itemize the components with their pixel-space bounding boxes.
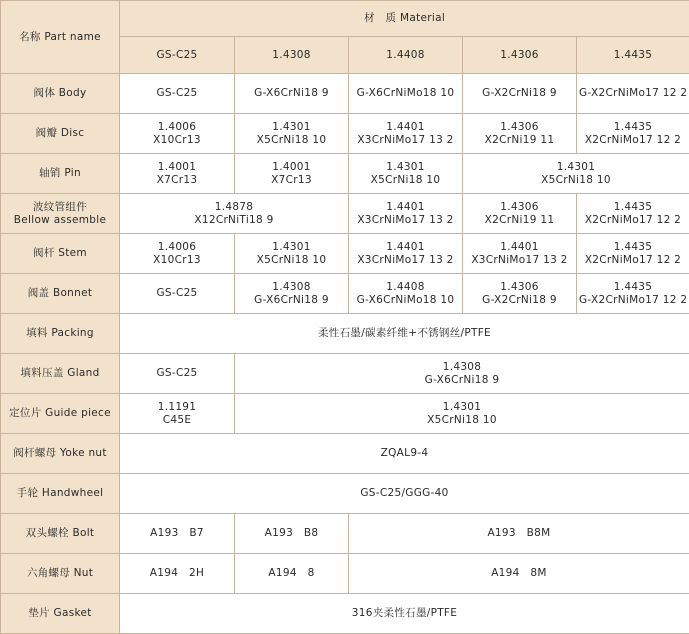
table-row bbox=[1, 314, 689, 354]
material-cell bbox=[120, 354, 235, 394]
material-cell bbox=[235, 274, 349, 314]
grade-header: GS-C25 bbox=[120, 37, 235, 74]
table-row bbox=[1, 274, 689, 314]
material-text: G-X2CrNiMo17 12 2 bbox=[579, 294, 687, 307]
table-row bbox=[1, 74, 689, 114]
table-row bbox=[1, 354, 689, 394]
material-cell bbox=[120, 194, 349, 234]
material-text: A194 8M bbox=[351, 567, 687, 580]
material-text: 1.4435 bbox=[579, 201, 687, 214]
material-text: GS-C25 bbox=[122, 367, 232, 380]
material-cell bbox=[235, 354, 689, 394]
material-text: G-X2CrNi18 9 bbox=[465, 87, 574, 100]
table-row bbox=[1, 394, 689, 434]
material-cell bbox=[463, 234, 577, 274]
material-cell bbox=[120, 554, 235, 594]
table-row bbox=[1, 234, 689, 274]
material-text: C45E bbox=[122, 414, 232, 427]
material-cell bbox=[235, 394, 689, 434]
material-text: G-X6CrNi18 9 bbox=[237, 87, 346, 100]
material-text: 1.4301 bbox=[237, 401, 687, 414]
table-row bbox=[1, 474, 689, 514]
material-text: A193 B7 bbox=[122, 527, 232, 540]
material-text: 1.4401 bbox=[351, 241, 460, 254]
table-row bbox=[1, 514, 689, 554]
material-cell bbox=[577, 274, 689, 314]
material-cell bbox=[120, 594, 689, 634]
material-text: 1.4308 bbox=[237, 281, 346, 294]
material-cell bbox=[120, 114, 235, 154]
material-text: 1.4401 bbox=[465, 241, 574, 254]
material-text: GS-C25 bbox=[122, 287, 232, 300]
material-cell bbox=[235, 554, 349, 594]
material-text: X2CrNi19 11 bbox=[465, 134, 574, 147]
material-text: X2CrNi19 11 bbox=[465, 214, 574, 227]
material-cell bbox=[577, 74, 689, 114]
material-text: 1.4306 bbox=[465, 201, 574, 214]
material-text: X12CrNiTi18 9 bbox=[122, 214, 346, 227]
material-cell bbox=[463, 274, 577, 314]
material-text: X10Cr13 bbox=[122, 134, 232, 147]
grade-header: 1.4308 bbox=[235, 37, 349, 74]
table-row bbox=[1, 594, 689, 634]
material-text: 316夹柔性石墨/PTFE bbox=[122, 607, 687, 620]
material-cell bbox=[349, 154, 463, 194]
material-cell bbox=[577, 234, 689, 274]
table-row bbox=[1, 114, 689, 154]
material-cell bbox=[463, 194, 577, 234]
material-cell bbox=[120, 74, 235, 114]
material-cell bbox=[120, 434, 689, 474]
part-name-header: 名称 Part name bbox=[1, 1, 120, 74]
material-text: X5CrNi18 10 bbox=[465, 174, 687, 187]
material-text: Bellow assemble bbox=[3, 214, 117, 227]
material-text: 1.4435 bbox=[579, 281, 687, 294]
material-cell bbox=[349, 554, 689, 594]
material-text: X2CrNiMo17 12 2 bbox=[579, 134, 687, 147]
row-label-packing: 填料 Packing bbox=[1, 314, 120, 354]
material-text: X5CrNi18 10 bbox=[237, 134, 346, 147]
material-cell bbox=[120, 474, 689, 514]
material-text: X3CrNiMo17 13 2 bbox=[465, 254, 574, 267]
material-cell bbox=[120, 514, 235, 554]
material-cell bbox=[235, 74, 349, 114]
material-text: A193 B8M bbox=[351, 527, 687, 540]
grade-header: 1.4435 bbox=[577, 37, 689, 74]
material-header: 材 质 Material bbox=[120, 1, 689, 37]
material-text: 1.4401 bbox=[351, 201, 460, 214]
material-text: 柔性石墨/碳素纤维+不锈钢丝/PTFE bbox=[122, 327, 687, 340]
row-label-body: 阀体 Body bbox=[1, 74, 120, 114]
material-cell bbox=[349, 114, 463, 154]
material-text: G-X6CrNiMo18 10 bbox=[351, 87, 460, 100]
material-text: GS-C25 bbox=[122, 87, 232, 100]
material-text: X3CrNiMo17 13 2 bbox=[351, 134, 460, 147]
material-text: 1.4408 bbox=[351, 281, 460, 294]
material-text: G-X6CrNi18 9 bbox=[237, 294, 346, 307]
row-label-bellow-assemble bbox=[1, 194, 120, 234]
material-cell bbox=[120, 274, 235, 314]
row-label-nut: 六角螺母 Nut bbox=[1, 554, 120, 594]
material-cell bbox=[235, 234, 349, 274]
row-label-handwheel: 手轮 Handwheel bbox=[1, 474, 120, 514]
material-cell bbox=[577, 194, 689, 234]
material-cell bbox=[463, 74, 577, 114]
material-cell bbox=[577, 114, 689, 154]
row-label-bolt: 双头螺栓 Bolt bbox=[1, 514, 120, 554]
row-label-stem: 阀杆 Stem bbox=[1, 234, 120, 274]
material-text: A194 2H bbox=[122, 567, 232, 580]
material-text: G-X2CrNiMo17 12 2 bbox=[579, 87, 687, 100]
material-text: X2CrNiMo17 12 2 bbox=[579, 254, 687, 267]
material-cell bbox=[120, 154, 235, 194]
row-label-pin: 轴销 Pin bbox=[1, 154, 120, 194]
material-text: X7Cr13 bbox=[237, 174, 346, 187]
row-label-gasket: 垫片 Gasket bbox=[1, 594, 120, 634]
row-label-yoke-nut: 阀杆螺母 Yoke nut bbox=[1, 434, 120, 474]
row-label-gland: 填料压盖 Gland bbox=[1, 354, 120, 394]
table-row bbox=[1, 554, 689, 594]
material-text: 1.4301 bbox=[237, 121, 346, 134]
material-text: 1.4306 bbox=[465, 281, 574, 294]
material-text: A194 8 bbox=[237, 567, 346, 580]
material-text: X7Cr13 bbox=[122, 174, 232, 187]
table-row bbox=[1, 434, 689, 474]
material-text: G-X6CrNi18 9 bbox=[237, 374, 687, 387]
material-cell bbox=[349, 194, 463, 234]
material-cell bbox=[235, 114, 349, 154]
material-text: 1.4435 bbox=[579, 121, 687, 134]
row-label-bonnet: 阀盖 Bonnet bbox=[1, 274, 120, 314]
material-text: G-X2CrNi18 9 bbox=[465, 294, 574, 307]
material-text: 1.4006 bbox=[122, 241, 232, 254]
material-text: 1.4301 bbox=[351, 161, 460, 174]
material-text: 1.4878 bbox=[122, 201, 346, 214]
grade-header: 1.4408 bbox=[349, 37, 463, 74]
material-text: X3CrNiMo17 13 2 bbox=[351, 214, 460, 227]
material-cell bbox=[120, 234, 235, 274]
material-cell bbox=[120, 314, 689, 354]
material-text: X3CrNiMo17 13 2 bbox=[351, 254, 460, 267]
table-row bbox=[1, 154, 689, 194]
material-cell bbox=[235, 514, 349, 554]
row-label-guide-piece: 定位片 Guide piece bbox=[1, 394, 120, 434]
material-text: 1.1191 bbox=[122, 401, 232, 414]
material-text: 1.4301 bbox=[465, 161, 687, 174]
material-cell bbox=[463, 114, 577, 154]
material-text: ZQAL9-4 bbox=[122, 447, 687, 460]
row-label-disc: 阀瓣 Disc bbox=[1, 114, 120, 154]
material-text: GS-C25/GGG-40 bbox=[122, 487, 687, 500]
material-text: 1.4306 bbox=[465, 121, 574, 134]
table-row bbox=[1, 194, 689, 234]
material-text: X2CrNiMo17 12 2 bbox=[579, 214, 687, 227]
material-text: 1.4308 bbox=[237, 361, 687, 374]
material-cell bbox=[235, 154, 349, 194]
material-cell bbox=[463, 154, 689, 194]
material-text: 1.4401 bbox=[351, 121, 460, 134]
material-text: G-X6CrNiMo18 10 bbox=[351, 294, 460, 307]
material-text: 1.4301 bbox=[237, 241, 346, 254]
grade-header: 1.4306 bbox=[463, 37, 577, 74]
material-text: X5CrNi18 10 bbox=[351, 174, 460, 187]
material-cell bbox=[349, 74, 463, 114]
material-text: X10Cr13 bbox=[122, 254, 232, 267]
material-cell bbox=[349, 234, 463, 274]
material-text: X5CrNi18 10 bbox=[237, 254, 346, 267]
material-text: 1.4001 bbox=[122, 161, 232, 174]
material-cell bbox=[120, 394, 235, 434]
material-text: A193 B8 bbox=[237, 527, 346, 540]
material-cell bbox=[349, 514, 689, 554]
material-text: X5CrNi18 10 bbox=[237, 414, 687, 427]
material-text: 1.4006 bbox=[122, 121, 232, 134]
material-text: 1.4001 bbox=[237, 161, 346, 174]
material-text: 1.4435 bbox=[579, 241, 687, 254]
material-cell bbox=[349, 274, 463, 314]
material-text: 波纹管组件 bbox=[3, 201, 117, 214]
